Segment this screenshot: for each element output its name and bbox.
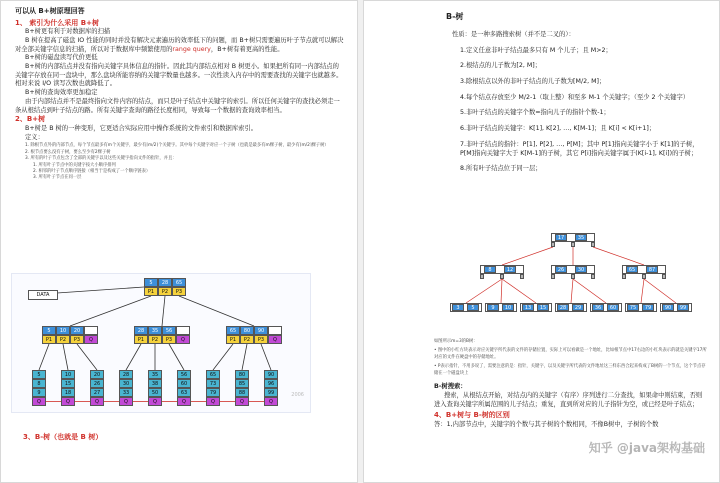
leaf-key: 18	[61, 388, 75, 397]
search-para: 搜索，从根结点开始，对结点内的关键字（有序）序列进行二分查找，如果命中则结束，否则进入查询关键字所属范围的儿子结点；重复，直到所对应的儿子指针为空，或已经是叶子结点；	[434, 391, 703, 408]
mid-to-leaf-link	[63, 344, 68, 370]
btree-intro: 性质：是一种多路搜索树（并不是二叉的）：	[452, 31, 575, 38]
rule-8: 8.所有叶子结点位于同一层；	[460, 165, 542, 173]
para-io-cost: B+树的磁盘读写代价更低	[25, 54, 98, 62]
leaf-q-pointer: Q	[32, 397, 46, 406]
heading-btree: 3、B-树（也就是 B 树）	[23, 433, 103, 441]
btree-leaf-key: 79	[642, 304, 654, 311]
btree-mid-pointer	[480, 274, 484, 279]
mid-pointer: P3	[162, 335, 176, 344]
btree-mid-pointer	[500, 274, 504, 279]
leaf-key: 79	[206, 388, 220, 397]
btree-leaf-key: 36	[592, 304, 604, 311]
para-scan: B+树更有利于对数据库的扫描	[25, 28, 111, 36]
leaf-key: 85	[235, 379, 249, 388]
mid-pointer: P1	[226, 335, 240, 344]
btree-leaf-key: 99	[677, 304, 689, 311]
def-3: 3. 所有的叶子节点包含了全部的关键字以及这些关键字指向文件的指针，并且：	[25, 156, 177, 162]
mid-to-leaf-link	[261, 344, 271, 370]
zhihu-watermark: 知乎 @java架构基础	[588, 441, 705, 455]
leaf-q-pointer: Q	[119, 397, 133, 406]
mid-key: 90	[254, 326, 268, 335]
rule-5: 5.非叶子结点的关键字个数=指向儿子的指针个数-1；	[460, 109, 610, 117]
mid-key: 10	[56, 326, 70, 335]
mid-key: 80	[240, 326, 254, 335]
def-3b: 2. 相邻的叶子节点顺序链接（相当于是构成了一个顺序链表）	[33, 168, 151, 174]
mid-key: 28	[134, 326, 148, 335]
mid-q-pointer: Q	[84, 335, 98, 344]
btree-mid-pointer	[591, 274, 595, 279]
btree-leaf-key: 90	[662, 304, 674, 311]
leaf-key: 26	[90, 379, 104, 388]
leaf-key: 88	[235, 388, 249, 397]
root-key: 5	[144, 278, 158, 287]
btree-leaf-key: 10	[502, 304, 514, 311]
btree-caption: 如图所示m=3的B树：	[434, 339, 478, 344]
mid-to-leaf-link	[77, 344, 97, 370]
mid-pointer: P1	[134, 335, 148, 344]
mid-pointer: P3	[70, 335, 84, 344]
btree-mid-key: 12	[504, 266, 516, 273]
leaf-key: 28	[119, 370, 133, 379]
bplus-tree-figure	[11, 273, 311, 413]
root-to-mid-link	[179, 296, 254, 326]
btree-leaf-key: 5	[467, 304, 479, 311]
leaf-key: 96	[264, 379, 278, 388]
leaf-key: 73	[206, 379, 220, 388]
btree-leaf-key: 28	[557, 304, 569, 311]
def-3c: 3. 所有叶子节点在同一层	[33, 175, 82, 181]
mid-q-pointer: Q	[268, 335, 282, 344]
mid-key-empty	[176, 326, 190, 335]
rule-1: 1.定义任意非叶子结点最多只有 M 个儿子；且 M>2；	[460, 46, 612, 54]
btree-leaf-key: 3	[452, 304, 464, 311]
btree-mid-link	[641, 279, 644, 303]
para-range: B 树在提高了磁盘 IO 性能的同时并没有解决元素遍历的效率低下的问题，而 B+树只需要遍历叶子节点就可以解决对全部关键字信息的扫描，所以对于数据库中频繁使用的range query，B+树有着更高的性能。	[15, 37, 344, 53]
leaf-key: 60	[177, 379, 191, 388]
para-inner-nodes: B+树的内部结点并没有指向关键字具体信息的指针。因此其内部结点相对 B 树更小。如果把所有同一内部结点的关键字存放在同一盘块中，那么盘块所能容纳的关键字数量也越多。一次性读入内存中的需要查找的关键字也就越多。相对来说 I/O 读写次数也就降低了。	[15, 63, 343, 88]
leaf-key: 63	[177, 388, 191, 397]
btree-leaf-key: 9	[487, 304, 499, 311]
root-to-mid-link	[162, 296, 165, 326]
leaf-key: 99	[264, 388, 278, 397]
left-title: 可以从 B+树原理回答	[15, 7, 85, 15]
rule-3: 3.除根结点以外的非叶子结点的儿子数为[M/2, M]；	[460, 78, 606, 86]
mid-key: 65	[226, 326, 240, 335]
btree-root-pointer	[591, 242, 595, 247]
mid-key: 20	[70, 326, 84, 335]
leaf-key: 65	[206, 370, 220, 379]
btree-root-pointer	[571, 242, 575, 247]
btree-mid-pointer	[520, 274, 524, 279]
btree-note-2: • P表示指针，不用多说了，需要注意的是：指针，关键字，以及关键字所代表的文件地址这三样东西合起来构成了B树的一个节点，这个节点存储在一个磁盘块上	[434, 364, 706, 376]
leaf-key: 15	[61, 379, 75, 388]
mid-to-leaf-link	[39, 344, 49, 370]
root-key: 65	[172, 278, 186, 287]
leaf-q-pointer: Q	[206, 397, 220, 406]
btree-mid-link	[466, 279, 502, 303]
leaf-q-pointer: Q	[264, 397, 278, 406]
btree-mid-link	[573, 279, 606, 303]
mid-pointer: P3	[254, 335, 268, 344]
mid-pointer: P2	[56, 335, 70, 344]
btree-leaf-key: 29	[572, 304, 584, 311]
search-heading: B-树搜索：	[434, 383, 467, 391]
heading-diff: 4、B+树与 B-树的区别	[434, 411, 510, 420]
root-to-mid-link	[70, 296, 151, 326]
mid-pointer: P2	[148, 335, 162, 344]
mid-to-leaf-link	[213, 344, 233, 370]
btree-mid-pointer	[551, 274, 555, 279]
leaf-q-pointer: Q	[90, 397, 104, 406]
figure-watermark: 2006	[291, 392, 304, 398]
leaf-q-pointer: Q	[61, 397, 75, 406]
root-pointer: P3	[172, 287, 186, 296]
leaf-key: 50	[148, 388, 162, 397]
btree-mid-link	[502, 279, 536, 303]
leaf-key: 35	[148, 370, 162, 379]
leaf-key: 30	[119, 379, 133, 388]
left-page	[0, 0, 358, 483]
leaf-key: 8	[32, 379, 46, 388]
root-pointer: P1	[144, 287, 158, 296]
mid-key: 35	[148, 326, 162, 335]
btree-mid-link	[571, 279, 573, 303]
leaf-key: 5	[32, 370, 46, 379]
btree-mid-pointer	[622, 274, 626, 279]
leaf-key: 90	[264, 370, 278, 379]
rule-2: 2.根结点的儿子数为[2, M]；	[460, 62, 542, 70]
para-stable: B+树的查询效率更加稳定	[25, 89, 98, 97]
mid-key: 56	[162, 326, 176, 335]
mid-to-leaf-link	[169, 344, 184, 370]
rule-4: 4.每个结点存放至少 M/2-1（取上整）和至多 M-1 个关键字；（至少 2 个关键字）	[460, 93, 690, 101]
mid-key-empty	[84, 326, 98, 335]
rule-7: 7.非叶子结点的指针：P[1], P[2], …, P[M]；其中 P[1]指向关键字小于 K[1]的子树，P[M]指向关键字大于 K[M-1]的子树，其它 P[i]指向关键字属于(K[i-1], K[i])的子树；	[460, 140, 699, 157]
para-path: 由于内部结点并不是最终指向文件内容的结点，而只是叶子结点中关键字的索引。所以任何关键字的查找必须走一条从根结点到叶子结点的路。所有关键字查询的路径长度相同，导致每一个数据的查询效率相当。	[15, 97, 340, 114]
mid-q-pointer: Q	[176, 335, 190, 344]
right-page	[363, 0, 720, 483]
leaf-key: 33	[119, 388, 133, 397]
mid-key-empty	[268, 326, 282, 335]
mid-to-leaf-link	[242, 344, 247, 370]
btree-root-pointer	[551, 242, 555, 247]
mid-pointer: P1	[42, 335, 56, 344]
heading-why-bplus: 1、 索引为什么采用 B+树	[15, 18, 99, 27]
btree-mid-key: 65	[626, 266, 638, 273]
btree-leaf-key: 15	[537, 304, 549, 311]
btree-leaf-key: 13	[522, 304, 534, 311]
btree-root-link	[502, 247, 553, 265]
leaf-key: 27	[90, 388, 104, 397]
mid-to-leaf-link	[126, 344, 141, 370]
btree-root-link	[593, 247, 644, 265]
answer-para: 答：1,内部节点中，关键字的个数与其子树的个数相同，不像B树中，子树的个数	[434, 420, 659, 428]
leaf-key: 9	[32, 388, 46, 397]
btree-mid-key: 30	[575, 266, 587, 273]
btree-root-key: 17	[555, 234, 567, 241]
btree-mid-link	[644, 279, 676, 303]
btree-mid-key: 26	[555, 266, 567, 273]
para-variant: B+树是 B 树的一种变形，它更适合实际应用中操作系统的文件索引和数据库索引。	[25, 124, 258, 132]
root-key: 28	[158, 278, 172, 287]
btree-mid-pointer	[571, 274, 575, 279]
btree-root-key: 35	[575, 234, 587, 241]
def-1: 1. 除根节点外的内部节点，每个节点最多有m个关键字，最少有⌈m/2⌉个关键字。其中每个关键字对应一个子树（也就是最多有m棵子树，最少有⌈m/2⌉棵子树）	[25, 143, 329, 149]
leaf-q-pointer: Q	[177, 397, 191, 406]
btree-figure	[448, 229, 698, 329]
heading-bplus: 2、B+树	[15, 115, 46, 124]
btree-mid-key: 87	[646, 266, 658, 273]
rule-6: 6.非叶子结点的关键字：K[1], K[2], …, K[M-1]；且 K[i] < K[i+1]；	[460, 125, 656, 133]
def-2: 2. 根节点要么没有子树，要么至少有2棵子树	[25, 149, 111, 155]
btree-leaf-key: 60	[607, 304, 619, 311]
btree-mid-pointer	[642, 274, 646, 279]
data-label: DATA	[28, 290, 58, 300]
mid-key: 5	[42, 326, 56, 335]
leaf-q-pointer: Q	[148, 397, 162, 406]
btree-leaf-key: 75	[627, 304, 639, 311]
para-definition: 定义：	[25, 133, 44, 141]
leaf-key: 80	[235, 370, 249, 379]
leaf-key: 56	[177, 370, 191, 379]
leaf-q-pointer: Q	[235, 397, 249, 406]
btree-mid-pointer	[662, 274, 666, 279]
leaf-key: 38	[148, 379, 162, 388]
leaf-key: 10	[61, 370, 75, 379]
mid-pointer: P2	[240, 335, 254, 344]
btree-mid-key: 8	[484, 266, 496, 273]
btree-mid-link	[501, 279, 502, 303]
right-title: B-树	[446, 12, 464, 21]
root-pointer: P2	[158, 287, 172, 296]
def-3a: 1. 所有叶子节点中的关键字按大小顺序排列	[33, 162, 116, 168]
leaf-key: 20	[90, 370, 104, 379]
btree-note-1: • 图中的小红方块表示对应关键字所代表的文件的存储位置，实际上可以看做是一个地址，比如根节点中17右边的小红块表示的就是关键字17所对应的文件在硬盘中的存储地址。	[434, 348, 707, 360]
